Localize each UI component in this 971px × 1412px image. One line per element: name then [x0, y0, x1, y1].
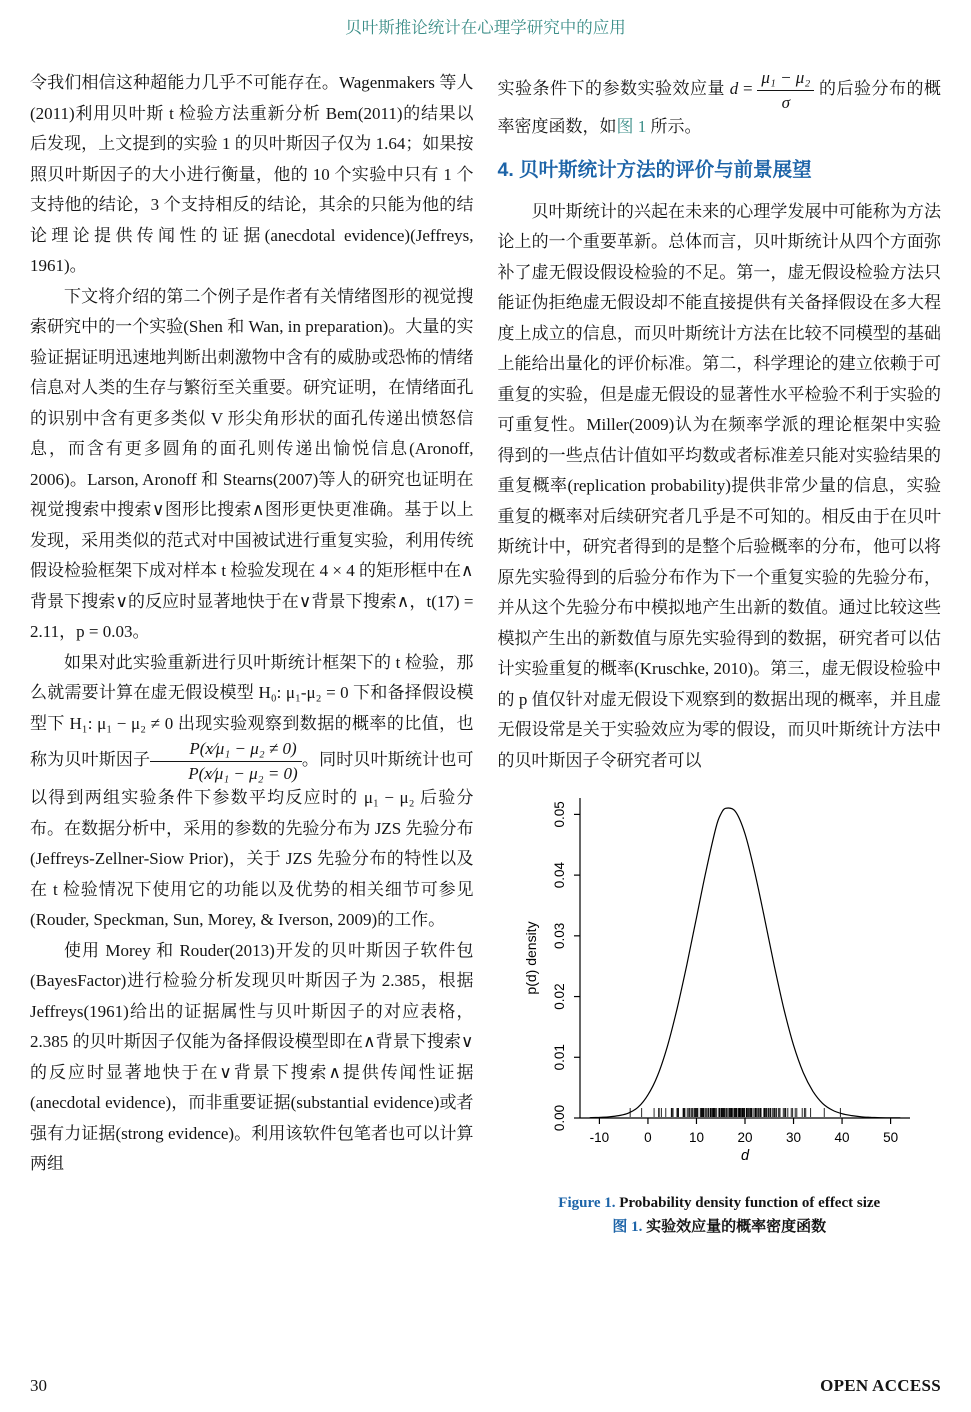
paragraph	[30, 648, 474, 936]
svg-text:10: 10	[689, 1130, 705, 1146]
paragraph-text: 。同时贝叶斯统计也可以得到两组实验条件下参数平均反应时的 μ₁ − μ₂ 后验分布。在数据分析中，采用的参数的先验分布为 JZS 先验分布(Jeffreys-Zellner-Siow Prior)，关于 JZS 先验分布的特性以及在 t 检验情况下使用它的功能以及优势的相关细节可参见(Rouder, Speckman, Sun, Morey, & Iverson, 2009)的工作。	[30, 749, 474, 930]
left-column	[30, 68, 474, 1239]
figure-caption-en-label: Figure 1.	[558, 1194, 616, 1211]
section-4-heading: 4. 贝叶斯统计方法的评价与前景展望	[497, 158, 812, 181]
figure-1-caption	[498, 1191, 942, 1239]
paragraph	[498, 68, 942, 143]
figure-caption-zh-text: 实验效应量的概率密度函数	[642, 1218, 827, 1235]
figure-caption-en	[498, 1191, 942, 1215]
bayes-factor-formula	[150, 739, 301, 783]
svg-text:0.04: 0.04	[552, 862, 568, 889]
open-access-label: OPEN ACCESS	[820, 1376, 941, 1395]
right-column	[498, 68, 942, 1239]
paragraph: 下文将介绍的第二个例子是作者有关情绪图形的视觉搜索研究中的一个实验(Shen 和 Wan, in preparation)。大量的实验证据证明迅速地判断出刺激物中含有的威胁或恐怖的情绪信息对人类的生存与繁衍至关重要。研究证明，在情绪面孔的识别中含有更多类似 V 形尖角形状的面孔传递出愤怒信息，而含有更多圆角的面孔则传递出愉悦信息(Aronoff, 2006)。Larson, Aronoff 和 Stearns(2007)等人的研究也证明在视觉搜索中搜索∨图形比搜索∧图形更快更准确。基于以上发现，采用类似的范式对中国被试进行重复实验，利用传统假设检验框架下成对样本 t 检验发现在 4 × 4 的矩形框中在∧背景下搜索∨的反应时显著地快于在∨背景下搜索∧，t(17) = 2.11，p = 0.03。	[30, 286, 474, 641]
effect-size-numerator: μ₁ − μ₂	[757, 68, 814, 91]
figure-1	[498, 782, 942, 1239]
paragraph-text: 的后验分布的概率密度函数，如	[497, 78, 941, 137]
paragraph-text: 如果对此实验重新进行贝叶斯统计框架下的 t 检验，那么就需要计算在虚无假设模型 H₀: μ₁-μ₂ = 0 下和备择假设模型下 H₁: μ₁ − μ₂ ≠ 0 出现实验观察到数据的概率的比值，也称为贝叶斯因子	[30, 652, 474, 769]
paragraph: 令我们相信这种超能力几乎不可能存在。Wagenmakers 等人(2011)利用贝叶斯 t 检验方法重新分析 Bem(2011)的结果以后发现，上文提到的实验 1 的贝叶斯因子仅为 1.64；如果按照贝叶斯因子的大小进行衡量，他的 10 个实验中只有 1 个支持他的结论，3 个支持相反的结论，其余的只能为他的结论理论提供传闻性的证据(anecdotal evidence)(Jeffreys, 1961)。	[30, 73, 474, 275]
page-footer	[30, 1376, 941, 1396]
figure-caption-zh	[498, 1215, 942, 1239]
bayes-factor-denominator: P(x∕μ₁ − μ₂ = 0)	[188, 763, 298, 783]
figure-caption-en-text: Probability density function of effect size	[615, 1194, 881, 1211]
svg-text:-10: -10	[589, 1130, 610, 1146]
svg-text:50: 50	[883, 1130, 899, 1146]
paragraph: 使用 Morey 和 Rouder(2013)开发的贝叶斯因子软件包(BayesFactor)进行检验分析发现贝叶斯因子为 2.385，根据 Jeffreys(1961)给出的证据属性与贝叶斯因子的对应表格，2.385 的贝叶斯因子仅能为备择假设模型即在∧背景下搜索∨的反应时显著地快于在∨背景下搜索∧提供传闻性证据(anecdotal evidence)，而非重要证据(substantial evidence)或者强有力证据(strong evidence)。利用该软件包笔者也可以计算两组	[30, 940, 474, 1174]
svg-text:d: d	[741, 1148, 750, 1165]
svg-text:0.03: 0.03	[552, 923, 568, 950]
two-column-body	[30, 68, 941, 1239]
svg-text:30: 30	[786, 1130, 802, 1146]
equals-sign: =	[738, 78, 758, 98]
svg-text:20: 20	[737, 1130, 753, 1146]
svg-text:0.05: 0.05	[552, 801, 568, 828]
svg-text:0.02: 0.02	[552, 983, 568, 1011]
density-plot-chart	[518, 782, 920, 1170]
effect-size-formula	[757, 68, 814, 112]
svg-text:0: 0	[644, 1130, 652, 1146]
svg-text:40: 40	[834, 1130, 850, 1146]
svg-text:0.01: 0.01	[552, 1044, 568, 1071]
paragraph-text: 所示。	[646, 117, 702, 137]
paragraph-text: 实验条件下的参数实验效应量	[497, 78, 730, 98]
svg-text:p(d) density: p(d) density	[523, 921, 540, 995]
svg-text:0.00: 0.00	[552, 1105, 568, 1132]
page-number: 30	[30, 1376, 47, 1395]
running-head-title: 贝叶斯推论统计在心理学研究中的应用	[345, 18, 626, 37]
figure-caption-zh-label: 图 1.	[612, 1218, 643, 1235]
effect-size-variable: d	[729, 78, 739, 98]
paragraph: 贝叶斯统计的兴起在未来的心理学发展中可能称为方法论上的一个重要革新。总体而言，贝叶斯统计从四个方面弥补了虚无假设假设检验的不足。第一，虚无假设检验方法只能证伪拒绝虚无假设却不能直接提供有关备择假设在多大程度上成立的信息，而贝叶斯统计方法在比较不同模型的基础上能给出量化的评价标准。第二，科学理论的建立依赖于可重复的实验，但是虚无假设的显著性水平检验不利于实验的可重复性。Miller(2009)认为在频率学派的理论框架中实验得到的一些点估计值如平均数或者标准差只能对实验结果的重复概率(replication probability)提供非常少量的信息，实验重复的概率对后续研究者几乎是不可知的。相反由于在贝叶斯统计中，研究者得到的是整个后验概率的分布，他可以将原先实验得到的后验分布作为下一个重复实验的先验分布，并从这个先验分布中模拟地产生出新的数值。通过比较这些模拟产生出的新数值与原先实验得到的数据，研究者可以估计实验重复的概率(Kruschke, 2010)。第三，虚无假设检验中的 p 值仅针对虚无假设下观察到的数据出现的概率，并且虚无假设常是关于实验效应为零的假设，而贝叶斯统计方法中的贝叶斯因子令研究者可以	[497, 201, 941, 770]
bayes-factor-numerator: P(x∕μ₁ − μ₂ ≠ 0)	[150, 739, 301, 762]
figure-1-reference-link[interactable]: 图 1	[616, 117, 647, 137]
effect-size-denominator: σ	[781, 92, 790, 112]
